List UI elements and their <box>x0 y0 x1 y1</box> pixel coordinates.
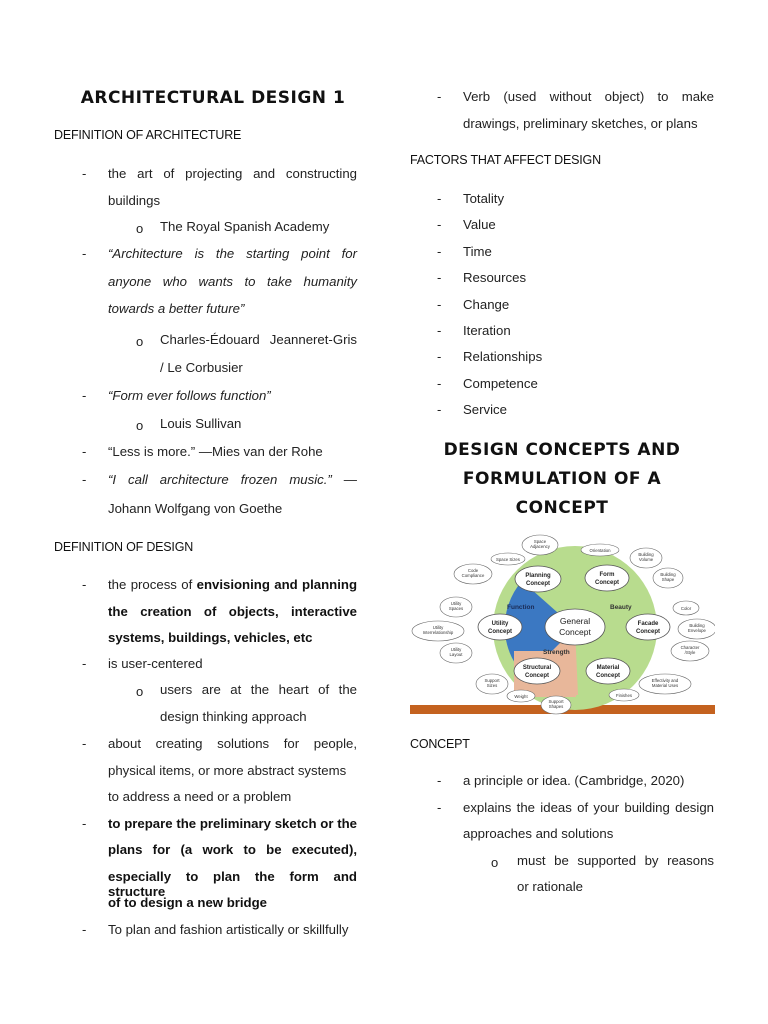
o-bullet: o <box>136 418 144 433</box>
concepts-title-line3: CONCEPT <box>515 498 609 518</box>
dash-bullet: - <box>437 297 442 312</box>
svg-text:Concept: Concept <box>525 673 549 679</box>
svg-text:Concept: Concept <box>596 673 620 679</box>
design-def-3-line3: to address a need or a problem <box>108 789 292 804</box>
dash-bullet: - <box>437 323 442 338</box>
factor-item: Service <box>463 402 507 417</box>
arch-def-1-line1: the art of projecting and constructing <box>108 166 357 181</box>
o-bullet: o <box>136 221 144 236</box>
dash-bullet: - <box>437 89 442 104</box>
bubble-text-utility-interrelationship: Utility <box>432 625 444 630</box>
arch-def-3-source: Louis Sullivan <box>160 416 242 431</box>
material-concept-oval <box>586 658 630 684</box>
bubble-text-finishes: Finishes <box>615 693 633 698</box>
page-title: ARCHITECTURAL DESIGN 1 <box>80 88 346 108</box>
arch-def-1-line2: buildings <box>108 193 161 208</box>
structural-concept-oval <box>514 658 560 684</box>
bubble-text-code-compliance: Code <box>467 568 479 573</box>
design-def-1-bold: envisioning and planning <box>196 577 357 592</box>
o-bullet: o <box>136 684 144 699</box>
svg-text:Sizes: Sizes <box>486 683 498 688</box>
bubble-text-building-shape: Building <box>660 572 676 577</box>
bubble-text-color: Color <box>680 606 692 611</box>
design-def-4-line3: especially to plan the form and structure <box>108 869 357 899</box>
definition-of-architecture-heading: DEFINITION OF ARCHITECTURE <box>54 128 242 142</box>
concept-def-2-sub-line2: or rationale <box>517 879 583 894</box>
dash-bullet: - <box>82 166 87 181</box>
bubble-text-character-style: Character <box>680 645 700 650</box>
factor-item: Value <box>463 217 496 232</box>
concept-def-2-sub-line1: must be supported by reasons <box>517 853 714 868</box>
svg-text:Facade: Facade <box>637 621 659 627</box>
dash-bullet: - <box>82 472 87 487</box>
design-def-4-line4: of to design a new bridge <box>108 895 267 910</box>
design-def-3-line2: physical items, or more abstract systems <box>108 763 347 778</box>
concepts-title-line2: FORMULATION OF A <box>462 469 662 489</box>
svg-text:Compliance: Compliance <box>461 573 485 578</box>
utility-concept-oval <box>478 614 522 640</box>
bubble-text-orientation: Orientation <box>589 548 611 553</box>
dash-bullet: - <box>82 444 87 459</box>
form-concept-oval <box>585 565 629 591</box>
arch-def-2-line2: anyone who wants to take humanity <box>108 274 357 289</box>
bubble-text-utility-layout: Utility <box>450 647 462 652</box>
svg-text:Planning: Planning <box>525 573 551 579</box>
svg-text:Concept: Concept <box>488 629 512 635</box>
svg-text:Material: Material <box>596 665 620 671</box>
design-def-1-line2: the creation of objects, interactive <box>108 604 357 619</box>
svg-text:Layout: Layout <box>449 652 463 657</box>
bubble-text-utility-spaces: Utility <box>450 601 462 606</box>
verb-line1: Verb (used without object) to make <box>463 89 714 104</box>
bubble-text-building-envelope: Building <box>689 623 705 628</box>
design-def-3-line1: about creating solutions for people, <box>108 736 357 751</box>
verb-line2: drawings, preliminary sketches, or plans <box>463 116 698 131</box>
factors-heading: FACTORS THAT AFFECT DESIGN <box>410 153 601 167</box>
general-concept-oval <box>545 609 605 645</box>
svg-text:Envelope: Envelope <box>688 628 706 633</box>
design-def-1-plain: the process of <box>108 577 197 592</box>
dash-bullet: - <box>82 922 87 937</box>
svg-text:Concept: Concept <box>559 627 591 637</box>
design-def-2-sub-line1: users are at the heart of the <box>160 682 357 697</box>
arch-def-5-line2: Johann Wolfgang von Goethe <box>108 501 283 516</box>
design-def-1-line3: systems, buildings, vehicles, etc <box>108 630 313 645</box>
bubble-text-space-sizes: Space Sizes <box>496 557 520 562</box>
dash-bullet: - <box>82 246 87 261</box>
bubble-text-space-adjacency: Space <box>533 539 547 544</box>
svg-text:Volume: Volume <box>638 557 654 562</box>
o-bullet: o <box>136 334 144 349</box>
concept-def-1: a principle or idea. (Cambridge, 2020) <box>463 773 685 788</box>
svg-text:Shape: Shape <box>661 577 675 582</box>
dash-bullet: - <box>82 816 87 831</box>
arch-def-2-source-line1: Charles-Édouard Jeanneret-Gris <box>160 332 357 347</box>
concept-def-2-line2: approaches and solutions <box>463 826 614 841</box>
factor-item: Totality <box>463 191 505 206</box>
facade-concept-oval <box>626 614 670 640</box>
arch-def-2-line3: towards a better future” <box>108 301 245 316</box>
arch-def-4: “Less is more.” —Mies van der Rohe <box>108 444 323 459</box>
svg-text:Form: Form <box>599 572 615 578</box>
bubble-text-weight: Weight <box>514 694 528 699</box>
svg-text:Shapes: Shapes <box>548 704 564 709</box>
design-def-4-line1: to prepare the preliminary sketch or the <box>108 816 357 831</box>
beauty-label: Beauty <box>610 604 632 611</box>
arch-def-1-source: The Royal Spanish Academy <box>160 219 330 234</box>
dash-bullet: - <box>437 800 442 815</box>
design-def-4-line2: plans for (a work to be executed), <box>108 842 357 857</box>
svg-text:Structural: Structural <box>522 665 552 671</box>
factor-item: Relationships <box>463 349 543 364</box>
dash-bullet: - <box>82 656 87 671</box>
svg-text:Interrelationship: Interrelationship <box>422 630 454 635</box>
arch-def-3-quote: “Form ever follows function” <box>108 388 271 403</box>
dash-bullet: - <box>82 577 87 592</box>
svg-text:/Style: /Style <box>684 650 696 655</box>
function-label: Function <box>507 604 535 611</box>
factor-item: Competence <box>463 376 538 391</box>
svg-text:Utility: Utility <box>491 621 509 627</box>
dash-bullet: - <box>437 191 442 206</box>
design-def-2: is user-centered <box>108 656 203 671</box>
svg-text:Spaces: Spaces <box>448 606 464 611</box>
design-def-1-line1 <box>108 577 357 592</box>
concept-heading: CONCEPT <box>410 737 470 751</box>
planning-concept-oval <box>515 566 561 592</box>
dash-bullet: - <box>437 244 442 259</box>
dash-bullet: - <box>82 388 87 403</box>
concepts-title-line1: DESIGN CONCEPTS AND <box>443 440 681 460</box>
dash-bullet: - <box>437 270 442 285</box>
dash-bullet: - <box>437 349 442 364</box>
svg-text:Material Uses: Material Uses <box>651 683 679 688</box>
dash-bullet: - <box>82 736 87 751</box>
arch-def-2-line1: “Architecture is the starting point for <box>108 246 357 261</box>
general-concept-text: General <box>559 616 591 626</box>
arch-def-2-source-line2: / Le Corbusier <box>160 360 243 375</box>
bubble-text-effectivity: Effectivity and <box>651 678 679 683</box>
svg-text:Concept: Concept <box>636 629 660 635</box>
svg-text:Concept: Concept <box>526 581 550 587</box>
dash-bullet: - <box>437 402 442 417</box>
o-bullet: o <box>491 855 499 870</box>
factor-item: Time <box>463 244 492 259</box>
svg-text:Concept: Concept <box>595 580 619 586</box>
factor-item: Change <box>463 297 510 312</box>
design-def-5-line1: To plan and fashion artistically or skillfully <box>108 922 349 937</box>
bubble-text-building-volume: Building <box>638 552 654 557</box>
dash-bullet: - <box>437 376 442 391</box>
bubble-text-support-shapes: Support <box>548 699 564 704</box>
concept-def-2-line1: explains the ideas of your building design <box>463 800 714 815</box>
definition-of-design-heading: DEFINITION OF DESIGN <box>54 540 194 554</box>
design-concepts-diagram <box>410 533 715 715</box>
arch-def-5-line1: “I call architecture frozen music.” — <box>108 472 357 487</box>
design-def-2-sub-line2: design thinking approach <box>160 709 307 724</box>
dash-bullet: - <box>437 217 442 232</box>
strength-label: Strength <box>543 649 570 656</box>
dash-bullet: - <box>437 773 442 788</box>
bubble-text-support-sizes: Support <box>484 678 500 683</box>
factor-item: Resources <box>463 270 527 285</box>
factor-item: Iteration <box>463 323 511 338</box>
svg-text:Adjacency: Adjacency <box>530 544 550 549</box>
